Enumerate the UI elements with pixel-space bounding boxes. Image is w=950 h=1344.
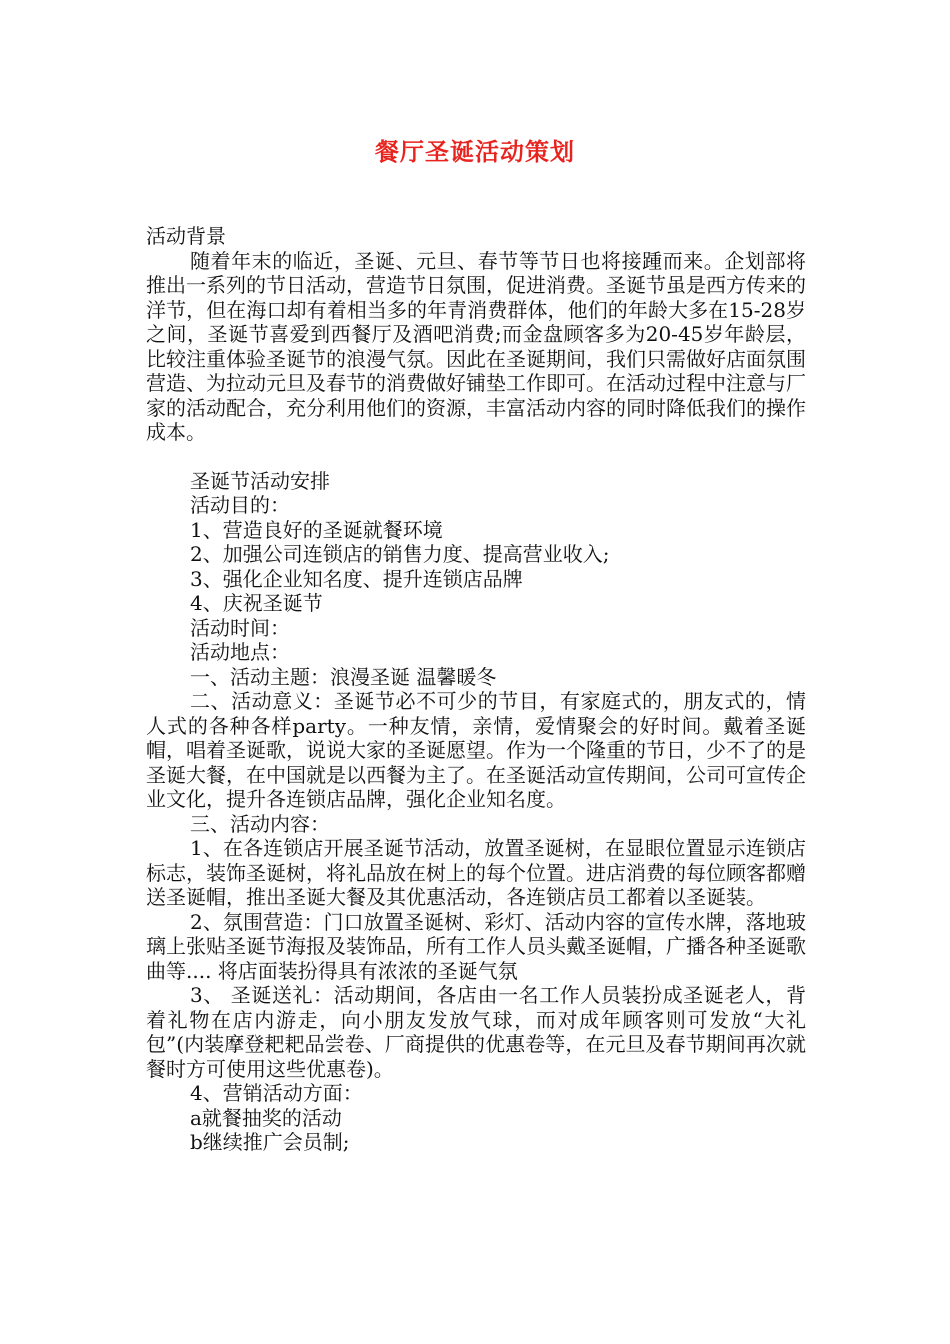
list-item-purpose-4: 4、庆祝圣诞节	[190, 591, 323, 615]
paragraph-significance: 二、活动意义：圣诞节必不可少的节目，有家庭式的，朋友式的，情人式的各种各样party。一种友情，亲情，爱情聚会的好时间。戴着圣诞帽，唱着圣诞歌，说说大家的圣诞愿望。作为一个隆重的节日，少不了的是圣诞大餐，在中国就是以西餐为主了。在圣诞活动宣传期间，公司可宣传企业文化，提升各连锁店品牌，强化企业知名度。	[146, 689, 806, 811]
list-item-purpose-2: 2、加强公司连锁店的销售力度、提高营业收入;	[190, 542, 610, 566]
list-item-purpose-3: 3、强化企业知名度、提升连锁店品牌	[190, 566, 523, 591]
blank-line	[146, 445, 806, 469]
section-heading-arrangement: 圣诞节活动安排	[190, 468, 330, 493]
label-marketing: 4、营销活动方面：	[190, 1081, 363, 1105]
paragraph-theme: 一、活动主题：浪漫圣诞 温馨暖冬	[190, 664, 497, 689]
paragraph-content-3: 3、 圣诞送礼：活动期间，各店由一名工作人员装扮成圣诞老人，背着礼物在店内游走，向小朋友发放气球，而对成年顾客则可发放“大礼包”(内装摩登耙耙品尝卷、厂商提供的优惠卷等，在元旦及春节期间再次就餐时方可使用这些优惠卷)。	[146, 983, 806, 1081]
document-title: 餐厅圣诞活动策划	[375, 138, 575, 166]
section-heading-background: 活动背景	[146, 224, 226, 248]
list-item-marketing-b: b继续推广会员制;	[190, 1130, 350, 1154]
label-time: 活动时间：	[190, 615, 290, 640]
paragraph-content-1: 1、在各连锁店开展圣诞节活动，放置圣诞树，在显眼位置显示连锁店标志，装饰圣诞树，将礼品放在树上的每个位置。进店消费的每位顾客都赠送圣诞帽，推出圣诞大餐及其优惠活动，各连锁店员工都着以圣诞装。	[146, 836, 806, 909]
list-item-purpose-1: 1、营造良好的圣诞就餐环境	[190, 517, 443, 542]
list-item-marketing-a: a就餐抽奖的活动	[190, 1105, 342, 1130]
paragraph-content-2: 2、氛围营造：门口放置圣诞树、彩灯、活动内容的宣传水牌，落地玻璃上张贴圣诞节海报及装饰品，所有工作人员头戴圣诞帽，广播各种圣诞歌曲等.... 将店面装扮得具有浓浓的圣诞气氛	[146, 909, 806, 983]
paragraph-background: 随着年末的临近，圣诞、元旦、春节等节日也将接踵而来。企划部将推出一系列的节日活动，营造节日氛围，促进消费。圣诞节虽是西方传来的洋节，但在海口却有着相当多的年青消费群体，他们的年龄大多在15-28岁之间，圣诞节喜爱到西餐厅及酒吧消费;而金盘顾客多为20-45岁年龄层，比较注重体验圣诞节的浪漫气氛。因此在圣诞期间，我们只需做好店面氛围营造、为拉动元旦及春节的消费做好铺垫工作即可。在活动过程中注意与厂家的活动配合，充分利用他们的资源，丰富活动内容的同时降低我们的操作成本。	[146, 248, 806, 444]
label-location: 活动地点：	[190, 640, 290, 664]
document-body	[146, 224, 806, 1155]
label-purpose: 活动目的：	[190, 493, 290, 517]
label-content: 三、活动内容：	[190, 811, 330, 836]
